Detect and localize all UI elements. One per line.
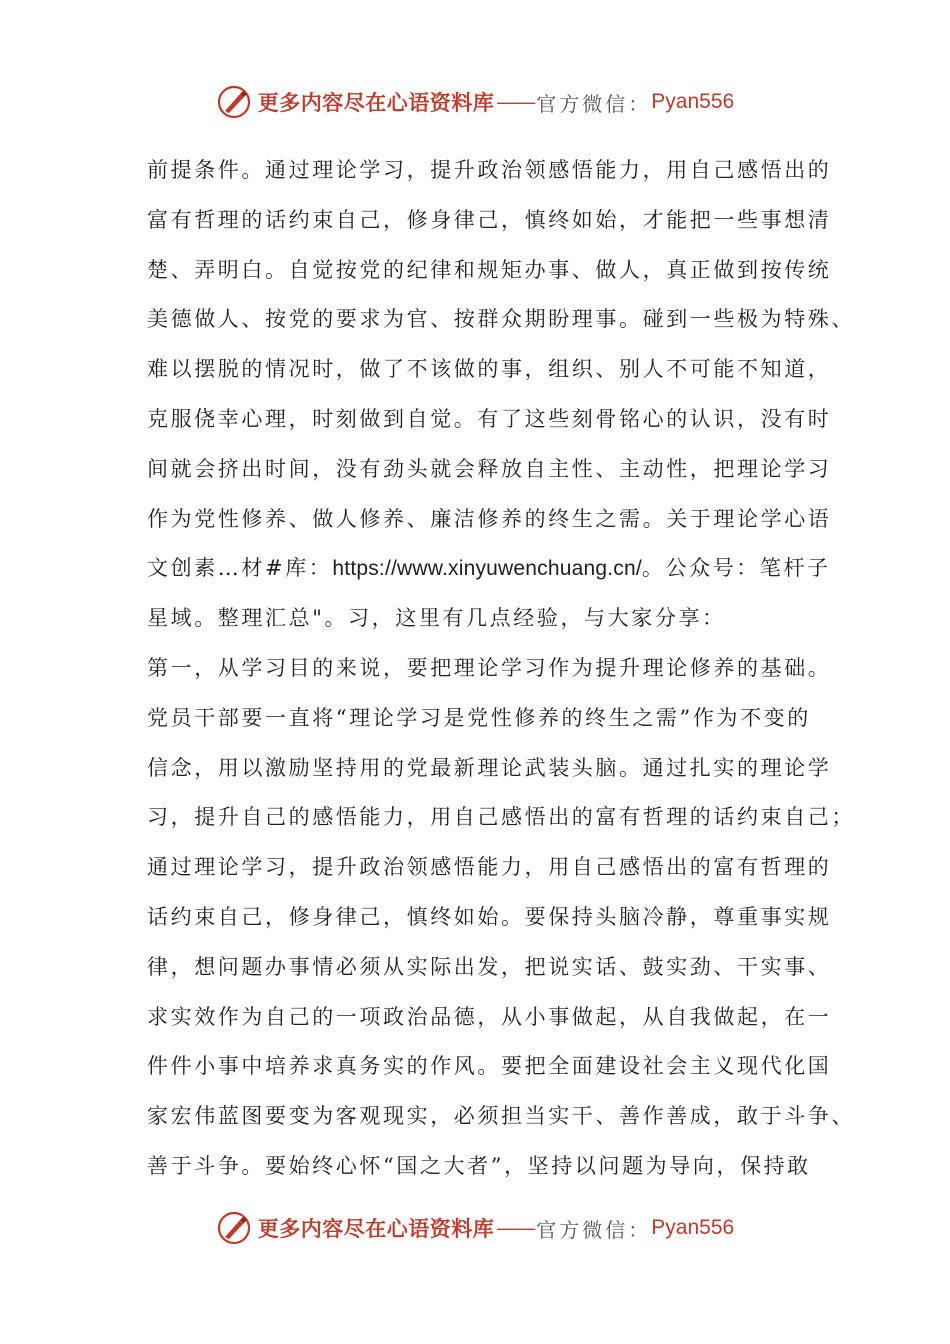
brand-separator: ——: [496, 1216, 535, 1240]
body-text-line: 星域。整理汇总"。习，这里有几点经验，与大家分享：: [147, 606, 726, 631]
wechat-label: 官方微信：: [536, 1217, 652, 1242]
body-text-line: 律，想问题办事情必须从实际出发，把说实话、鼓实劲、干实事、: [147, 954, 832, 979]
body-text-line: 善于斗争。要始终心怀“国之大者”，坚持以问题为导向，保持敢: [147, 1153, 811, 1178]
body-text-line: 克服侥幸心理，时刻做到自觉。有了这些刻骨铭心的认识，没有时: [147, 406, 832, 431]
website-url: https://www.xinyuwenchuang.cn/: [332, 557, 642, 581]
body-text-line: 间就会挤出时间，没有劲头就会释放自主性、主动性，把理论学习: [147, 456, 832, 481]
header-watermark-banner: [0, 82, 950, 122]
footer-watermark-banner: [0, 1208, 950, 1248]
body-text-line: 信念，用以激励坚持用的党最新理论武装头脑。通过扎实的理论学: [147, 755, 832, 780]
wechat-label: 官方微信：: [536, 91, 652, 116]
body-text-line: 作为党性修养、做人修养、廉洁修养的终生之需。关于理论学心语: [147, 506, 832, 531]
brand-text: 更多内容尽在心语资料库: [257, 90, 495, 115]
wechat-handle: Pyan556: [651, 90, 735, 113]
pen-logo-icon: [216, 84, 252, 120]
document-body: [147, 146, 855, 1192]
body-text-line: 话约束自己，修身律己，慎终如始。要保持头脑冷静，尊重事实规: [147, 904, 832, 929]
body-text-line: 第一，从学习目的来说，要把理论学习作为提升理论修养的基础。: [147, 655, 832, 680]
wechat-handle: Pyan556: [651, 1216, 735, 1239]
body-text-line: 党员干部要一直将“理论学习是党性修养的终生之需”作为不变的: [147, 705, 811, 730]
url-suffix: 。公众号：笔杆子: [641, 556, 831, 581]
pen-logo-icon: [216, 1210, 252, 1246]
body-text-line: 求实效作为自己的一项政治品德，从小事做起，从自我做起，在一: [147, 1004, 832, 1029]
body-text-line: 前提条件。通过理论学习，提升政治领感悟能力，用自己感悟出的: [147, 158, 832, 182]
body-text-line: 家宏伟蓝图要变为客观现实，必须担当实干、善作善成，敢于斗争、: [147, 1104, 855, 1129]
body-text-line: [147, 544, 837, 594]
body-text-line: 美德做人、按党的要求为官、按群众期盼理事。碰到一些极为特殊、: [147, 307, 855, 332]
body-text-line: 通过理论学习，提升政治领感悟能力，用自己感悟出的富有哲理的: [147, 855, 832, 880]
brand-text: 更多内容尽在心语资料库: [257, 1216, 495, 1241]
body-text-line: 件件小事中培养求真务实的作风。要把全面建设社会主义现代化国: [147, 1054, 832, 1079]
body-text-line: 楚、弄明白。自觉按党的纪律和规矩办事、做人，真正做到按传统: [147, 257, 832, 282]
url-prefix: 文创素…材#库：: [147, 556, 333, 581]
body-text-line: 难以摆脱的情况时，做了不该做的事，组织、别人不可能不知道，: [147, 357, 832, 382]
body-text-line: 习，提升自己的感悟能力，用自己感悟出的富有哲理的话约束自己；: [147, 805, 855, 830]
brand-separator: ——: [496, 90, 535, 114]
body-text-line: 富有哲理的话约束自己，修身律己，慎终如始，才能把一些事想清: [147, 207, 832, 232]
